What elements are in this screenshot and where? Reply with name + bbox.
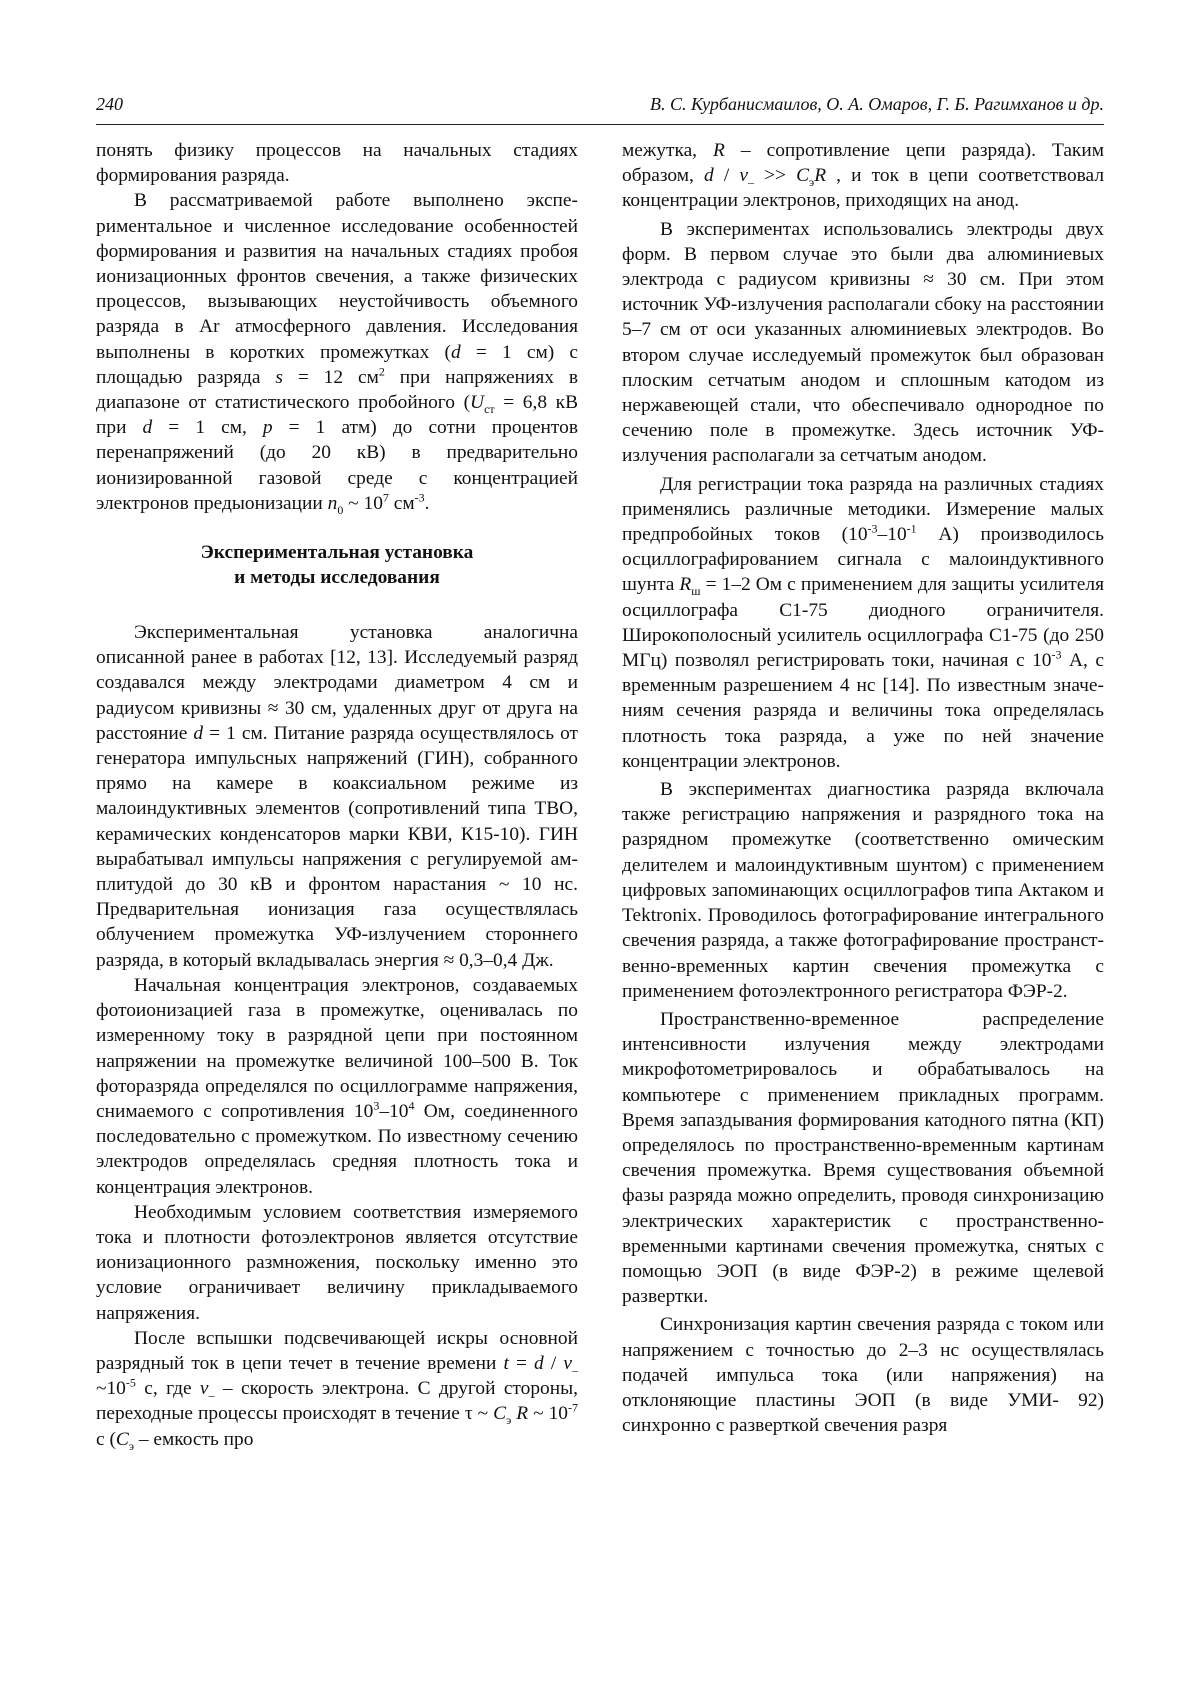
paragraph: Необходимым условием соответствия измеряемого тока и плотности фотоэлектронов является отсутствие ионизационного размножения, поскольку именно это условие ограничивает величину прикладываемого напряжения. [96,1201,578,1324]
paragraph: Для регистрации тока разряда на различных стадиях применялись различные методики. Измерение малых предпробойных токов ($10^{-3}-10^{-1}$ А) производилось осциллографированием сигнала с малоиндуктивного шунта $R_ш = 1-2$ Ом с применением для защиты усилителя осциллографа С1-75 диодного ограничителя. Широкополосный усилитель осциллографа С1-75 (до 250 МГц) позволял регистрировать токи, начиная с $10^{-3}$ А, с временным разрешением 4 нс [14]. По известным значениям сечения разряда и величины тока определялась плотность тока разряда, а уже по ней значение концентрации электронов. [622,473,1105,772]
paragraph: Начальная концентрация электронов, создаваемых фотоионизацией газа в промежутке, оценивалась по измеренному току в разрядной цепи при постоянном напряжении на промежутке величиной 100–500 В. Ток фоторазряда определялся по осциллограмме напряжения, снимаемого с сопротивления $10^3-10^4$ Ом, соединенного последовательно с промежутком. По известному сечению электродов определялась средняя плотность тока и концентрация электронов. [96,974,578,1198]
paragraph: Пространственно-временное распределение интенсивности излучения между электродами микрофотометрировалось и обрабатывалось на компьютере с применением прикладных программ. Время запаздывания формирования катодного пятна (КП) определялось по пространственно-временным картинам свечения промежутка. Время существования объемной фазы разряда можно определить, проводя синхронизацию электрических характеристик с пространственно-временными картинами свечения промежутка, снятых с помощью ЭОП (в виде ФЭР-2) в режиме щелевой развертки. [622,1008,1104,1308]
paragraph: В экспериментах использовались электроды двух форм. В первом случае это были два алюминиевых электрода с радиусом кривизны ≈ 30 см. При этом источник УФ-излучения располагали сбоку на расстоянии 5–7 см от оси указанных алюминиевых электродов. Во втором случае исследуемый промежуток был образован плоским сетчатым анодом и сплошным катодом из нержавеющей стали, что обеспечивало однородное по сечению поле в промежутке. Здесь источник УФ-излучения располагали за сетчатым анодом. [622,218,1104,467]
right-column [622,138,1104,1438]
section-heading [96,540,578,590]
page-number: 240 [96,94,123,114]
paragraph: понять физику процессов на начальных стадиях формирования разряда. [96,140,578,187]
paragraph: Экспериментальная установка аналогична описанной ранее в работах [12, 13]. Исследуемый разряд создавался между электродами диаметром 4 см и радиусом кривизны ≈ 30 см, удаленных друг от друга на расстояние d = 1 см. Питание разряда осуществлялось от генератора импульсных напряжений (ГИН), собранного прямо на камере в коаксиальном режиме из малоиндуктивных элементов (сопротивлений типа ТВО, керамических конденсаторов марки КВИ, К15-10). ГИН вырабатывал импульсы напряжения с регулируемой амплитудой до 30 кВ и фронтом нарастания ~ 10 нс. Предварительная ионизация газа осуществлялась облучением промежутка УФ-излучением стороннего разряда, в который вкладывалась энергия ≈ 0,3–0,4 Дж. [96,622,579,971]
paragraph: межутка, R – сопротивление цепи разряда). Таким образом, $d / v_- >> C_эR$ , и ток в цепи соответствовал концентрации электронов, приходящих на анод. [622,140,1104,212]
section-title-line: и методы исследования [234,567,440,589]
paragraph: Синхронизация картин свечения разряда с током или напряжением с точностью до 2–3 нс осуществлялась подачей импульса тока (или напряжения) на отклоняющие пластины ЭОП (в виде УМИ- 92) синхронно с разверткой свечения разря [622,1314,1104,1437]
running-header [96,88,1104,125]
section-title-line: Экспериментальная установка [200,542,474,564]
paragraph: После вспышки подсвечивающей искры основной разрядный ток в цепи течет в течение времени $t = d / v_-$ $\sim 10^{-5}$ с, где $v_-$ – скорость электрона. С другой стороны, переходные процессы происходят в течение τ ~ $C_э$ R ~ $10^{-7}$ с ($C_э$ – емкость про [96,1327,579,1453]
running-authors: В. С. Курбанисмаилов, О. А. Омаров, Г. Б. Рагимханов и др. [650,94,1104,114]
paragraph: В экспериментах диагностика разряда включала также регистрацию напряжения и разрядного тока на разрядном промежутке (соответственно омическим делителем и малоиндуктивным шунтом) с применением цифровых запоминающих осциллографов типа Актаком и Tektronix. Проводилось фотографирование интегрального свечения разряда, а также фотографирование пространственно-временных картин свечения промежутка с применением фотоэлектронного регистратора ФЭР-2. [622,779,1104,1002]
paragraph: В рассматриваемой работе выполнено экспериментальное и численное исследование особенностей формирования и развития на начальных стадиях пробоя ионизационных фронтов свечения, а также физических процессов, вызывающих неустойчивость объемного разряда в Ar атмосферного давления. Исследования выполнены в коротких промежутках (d = 1 см) с площадью разряда s = 12 $см^2$ при напряжениях в диапазоне от статистического пробойного ($U_{ст} = 6,8$ кВ при d = 1 см, p = 1 атм) до сотни процентов перенапряжений (до 20 кВ) в предварительно ионизированной газовой среде с концентрацией электронов предыонизации $n_0$ ~ $10^7$ $см^{-3}$. [96,190,579,517]
left-column [96,138,578,1452]
